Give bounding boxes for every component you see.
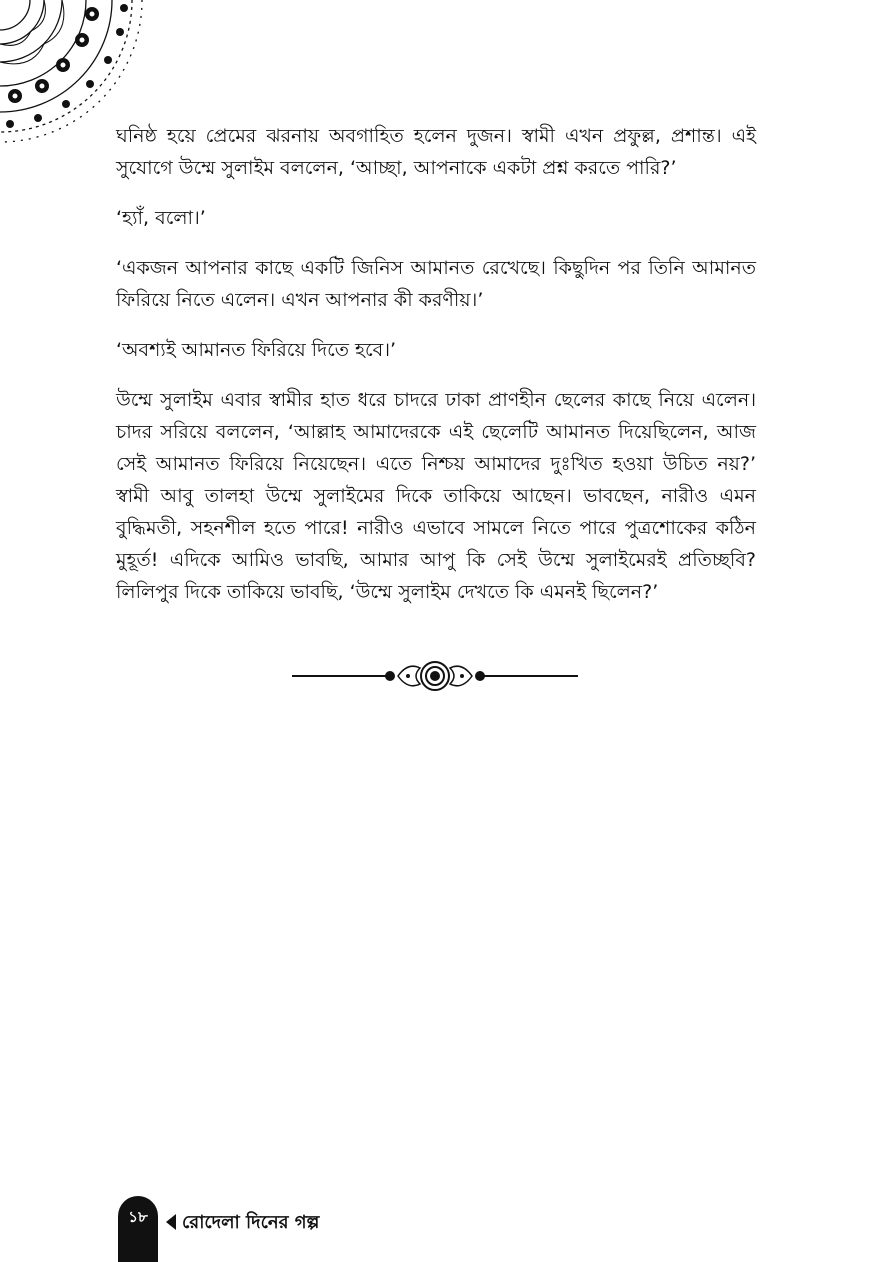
paragraph: ঘনিষ্ঠ হয়ে প্রেমের ঝরনায় অবগাহিত হলেন দুজন। স্বামী এখন প্রফুল্ল, প্রশান্ত। এই সুযোগে উম্মে সুলাইম বললেন, ‘আচ্ছা, আপনাকে একটা প্রশ্ন করতে পারি?’ — [116, 125, 756, 179]
triangle-left-icon — [166, 1214, 176, 1230]
page-number: ১৮ — [128, 1208, 148, 1226]
paragraph: ‘হ্যাঁ, বলো।’ — [116, 207, 206, 229]
floral-divider-icon — [290, 656, 580, 696]
paragraph: উম্মে সুলাইম এবার স্বামীর হাত ধরে চাদরে ঢাকা প্রাণহীন ছেলের কাছে নিয়ে এলেন। চাদর সরিয়ে বললেন, ‘আল্লাহ আমাদেরকে এই ছেলেটি আমানত দিয়েছিলেন, আজ সেই আমানত ফিরিয়ে নিয়েছেন। এতে নিশ্চয় আমাদের দুঃখিত হওয়া উচিত নয়?’ স্বামী আবু তালহা উম্মে সুলাইমের দিকে তাকিয়ে আছেন। ভাবছেন, নারীও এমন বুদ্ধিমতী, সহনশীল হতে পারে! নারীও এভাবে সামলে নিতে পারে পুত্রশোকের কঠিন মুহূর্ত! এদিকে আমিও ভাবছি, আমার আপু কি সেই উম্মে সুলাইমেরই প্রতিচ্ছবি? লিলিপুর দিকে তাকিয়ে ভাবছি, ‘উম্মে সুলাইম দেখতে কি এমনই ছিলেন?’ — [116, 389, 756, 603]
book-title: রোদেলা দিনের গল্প — [182, 1212, 320, 1233]
paragraph: ‘একজন আপনার কাছে একটি জিনিস আমানত রেখেছে। কিছুদিন পর তিনি আমানত ফিরিয়ে নিতে এলেন। এখন আপনার কী করণীয়।’ — [116, 257, 756, 311]
paragraph: ‘অবশ্যই আমানত ফিরিয়ে দিতে হবে।’ — [116, 339, 397, 361]
page-number-tab — [118, 1196, 158, 1262]
article-body — [116, 120, 756, 626]
